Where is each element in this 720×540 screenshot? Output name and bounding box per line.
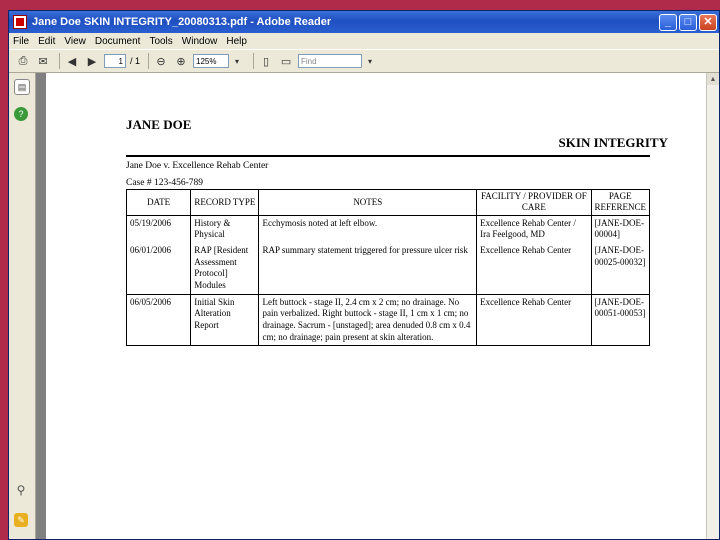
row-facility: Excellence Rehab Center [477, 243, 591, 294]
row-record-type: Initial Skin Alteration Report [191, 294, 259, 346]
find-options-icon[interactable]: ▾ [368, 56, 373, 66]
navigation-pane [9, 73, 36, 539]
patient-name: JANE DOE [126, 117, 192, 132]
next-page-icon[interactable]: ▶ [87, 55, 97, 68]
reader-window [8, 10, 720, 540]
menu-tools[interactable]: Tools [149, 35, 173, 47]
row-page-reference: [JANE-DOE-00025-00032] [591, 243, 650, 294]
help-icon[interactable]: ? [14, 107, 28, 121]
row-notes: Ecchymosis noted at left elbow. [259, 215, 477, 243]
table-row [127, 294, 650, 346]
vertical-scrollbar[interactable] [706, 73, 719, 539]
attachment-icon[interactable]: ⚲ [16, 483, 26, 497]
menu-file[interactable]: File [13, 35, 30, 47]
column-header-date: DATE [127, 190, 191, 216]
fit-width-icon[interactable]: ▭ [280, 55, 292, 68]
document-area [9, 73, 719, 539]
pages-icon[interactable]: ▤ [14, 79, 30, 95]
case-number: Case # 123-456-789 [126, 178, 204, 188]
toolbar [9, 49, 719, 73]
row-date: 06/05/2006 [127, 294, 191, 346]
menu-window[interactable]: Window [181, 35, 218, 47]
toolbar-divider [253, 53, 254, 69]
toolbar-divider [59, 53, 60, 69]
row-facility: Excellence Rehab Center [477, 294, 591, 346]
row-record-type: History & Physical [191, 215, 259, 243]
table-header-row [127, 190, 650, 216]
row-notes: RAP summary statement triggered for pressure ulcer risk [259, 243, 477, 294]
window-title: Jane Doe SKIN INTEGRITY_20080313.pdf - Adobe Reader [32, 16, 332, 28]
column-header-record-type: RECORD TYPE [191, 190, 259, 216]
column-header-notes: NOTES [259, 190, 477, 216]
records-table [126, 189, 650, 346]
row-page-reference: [JANE-DOE-00051-00053] [591, 294, 650, 346]
row-date: 05/19/2006 [130, 217, 172, 228]
chevron-down-icon[interactable]: ▾ [235, 56, 240, 66]
menu-help[interactable]: Help [226, 35, 247, 47]
fit-page-icon[interactable]: ▯ [262, 55, 270, 68]
title-bar[interactable] [9, 11, 719, 33]
row-page-reference: [JANE-DOE-00004] [591, 215, 650, 243]
column-header-page-reference: PAGE REFERENCE [591, 190, 650, 216]
table-row [127, 215, 650, 243]
row-facility: Excellence Rehab Center / Ira Feelgood, MD [477, 215, 591, 243]
menu-view[interactable]: View [64, 35, 86, 47]
comments-icon[interactable]: ✎ [14, 513, 28, 527]
zoom-in-icon[interactable]: ⊕ [176, 55, 186, 68]
column-header-facility: FACILITY / PROVIDER OF CARE [477, 190, 591, 216]
row-notes: Left buttock - stage II, 2.4 cm x 2 cm; no drainage. No pain verbalized. Right buttock - stage II, 1 cm x 1 cm; no drainage. Sacrum - [unstaged]; area denuded 0.8 cm x 0.4 cm; no drainage; pain present at skin alteration. [259, 294, 477, 346]
document-viewer[interactable] [36, 73, 719, 539]
zoom-out-icon[interactable]: ⊖ [156, 55, 166, 68]
pdf-page [46, 73, 708, 539]
menu-edit[interactable]: Edit [38, 35, 56, 47]
row-record-type: RAP [Resident Assessment Protocol] Modules [191, 243, 259, 294]
menu-bar [9, 33, 719, 49]
scroll-up-icon[interactable]: ▲ [707, 73, 719, 85]
find-input[interactable]: Find [298, 54, 362, 68]
page-number-input[interactable]: 1 [104, 54, 126, 68]
case-caption: Jane Doe v. Excellence Rehab Center [126, 161, 269, 171]
previous-page-icon[interactable]: ◀ [67, 55, 77, 68]
table-row [127, 243, 650, 294]
close-button[interactable]: ✕ [699, 14, 717, 31]
maximize-button[interactable]: □ [679, 14, 697, 31]
page-total-label: / 1 [130, 56, 141, 66]
zoom-level-field[interactable]: 125% [193, 54, 229, 68]
menu-document[interactable]: Document [94, 35, 141, 47]
print-icon[interactable]: ⎙ [18, 54, 28, 67]
minimize-button[interactable]: _ [659, 14, 677, 31]
toolbar-divider [148, 53, 149, 69]
pdf-document-icon [13, 15, 27, 29]
section-title: SKIN INTEGRITY [558, 135, 668, 150]
row-date: 06/01/2006 [130, 244, 172, 255]
title-rule [126, 155, 650, 157]
email-icon[interactable]: ✉ [38, 55, 48, 68]
